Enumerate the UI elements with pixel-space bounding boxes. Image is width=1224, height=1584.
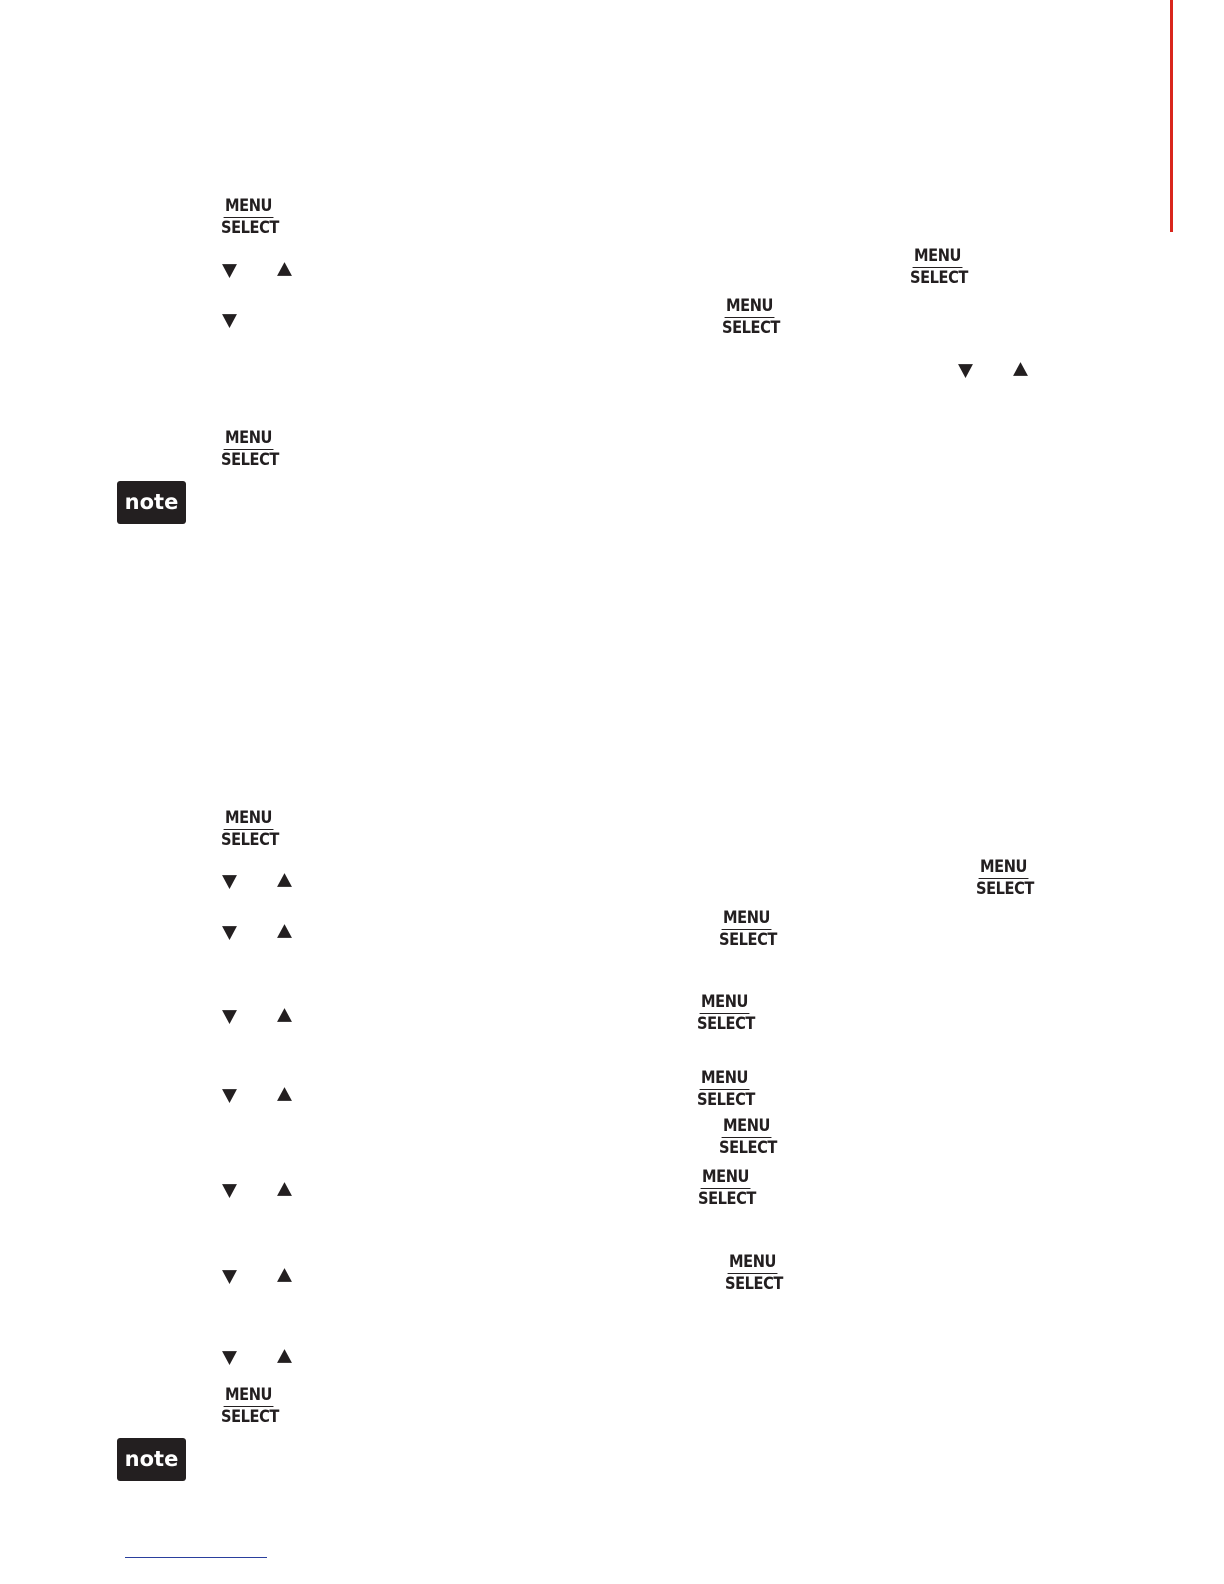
menu-select-key-icon: MENU SELECT — [221, 808, 279, 850]
up-arrow-icon — [276, 872, 293, 889]
down-arrow-icon — [221, 1008, 238, 1025]
up-arrow-icon — [276, 1007, 293, 1024]
up-arrow-icon — [276, 1267, 293, 1284]
up-arrow-icon — [276, 1086, 293, 1103]
down-arrow-icon — [221, 1349, 238, 1366]
menu-select-key-icon: MENU SELECT — [719, 1116, 777, 1158]
up-arrow-icon — [276, 1348, 293, 1365]
menu-select-key-icon: MENU SELECT — [221, 196, 279, 238]
menu-select-key-icon: MENU SELECT — [697, 992, 755, 1034]
down-arrow-icon — [221, 924, 238, 941]
up-arrow-icon — [276, 261, 293, 278]
menu-select-key-icon: MENU SELECT — [698, 1167, 756, 1209]
menu-select-key-icon: MENU SELECT — [725, 1252, 783, 1294]
link-underline[interactable] — [125, 1557, 267, 1558]
down-arrow-icon — [221, 873, 238, 890]
down-arrow-icon — [221, 1268, 238, 1285]
menu-select-key-icon: MENU SELECT — [719, 908, 777, 950]
menu-select-key-icon: MENU SELECT — [221, 428, 279, 470]
menu-select-key-icon: MENU SELECT — [910, 246, 968, 288]
note-badge: note — [117, 481, 186, 524]
menu-select-key-icon: MENU SELECT — [697, 1068, 755, 1110]
up-arrow-icon — [1012, 361, 1029, 378]
menu-select-key-icon: MENU SELECT — [722, 296, 780, 338]
menu-select-key-icon: MENU SELECT — [221, 1385, 279, 1427]
down-arrow-icon — [221, 1182, 238, 1199]
down-arrow-icon — [957, 362, 974, 379]
down-arrow-icon — [221, 262, 238, 279]
note-badge: note — [117, 1438, 186, 1481]
accent-red-rule — [1170, 0, 1173, 232]
down-arrow-icon — [221, 1087, 238, 1104]
up-arrow-icon — [276, 1181, 293, 1198]
down-arrow-icon — [221, 312, 238, 329]
up-arrow-icon — [276, 923, 293, 940]
menu-select-key-icon: MENU SELECT — [976, 857, 1034, 899]
